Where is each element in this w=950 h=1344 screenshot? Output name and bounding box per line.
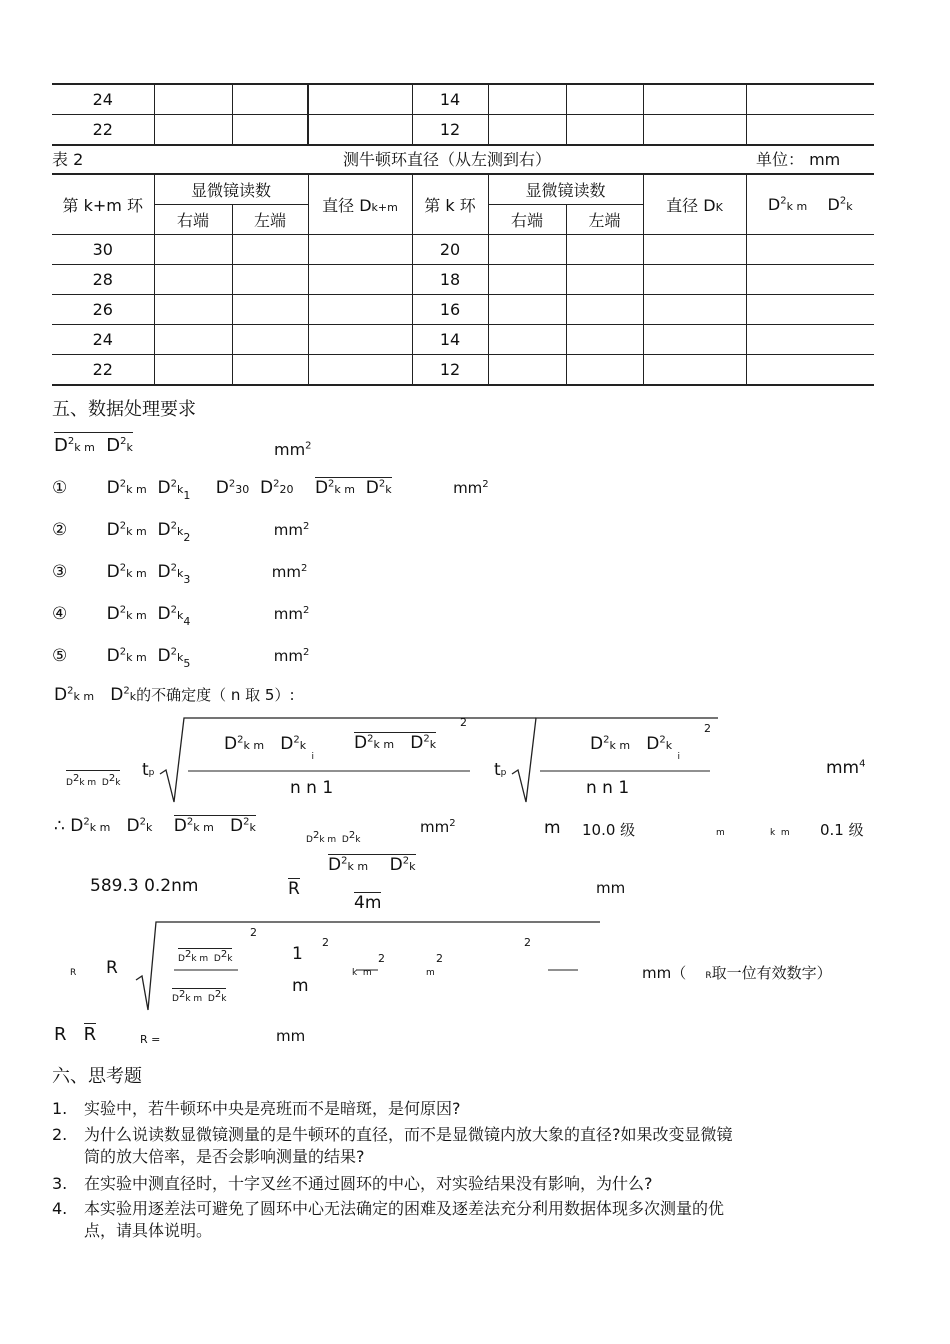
header-left-1: 左端 xyxy=(232,205,308,235)
table-2-unit: 单位： mm xyxy=(756,150,841,169)
mm2-unit: $mm^2$ xyxy=(274,440,312,459)
r-mean: R xyxy=(288,879,300,899)
table-row: 26 16 xyxy=(52,295,874,325)
uncertainty-formula: $D^2k$ m $D^2k$ tp $D^2k$ m $D^2k$ $_i$ $D^2k$ m $D^2k$ 2 n n 1 tp $D^2k$ m $D^2k$ $_i$ 2 n n 1 $mm^4$ xyxy=(66,712,886,812)
header-diff-squares: $D^2k$ m $D^2k$ xyxy=(746,174,874,235)
grade-01: 0.1 级 xyxy=(820,821,864,839)
item-4: ④ $D^2k$ m $D^2k_4$ $mm^2$ xyxy=(52,604,310,628)
therefore-line: ∴ $D^2k$ m $D^2k$ $D^2k$ m $D^2k$ xyxy=(54,816,256,836)
table-row: 22 12 xyxy=(52,355,874,386)
question-2-cont: 筒的放大倍率，是否会影响测量的结果? xyxy=(84,1147,365,1166)
table-2 xyxy=(52,173,874,386)
sigma-subscript: $D^2k$ m $D^2k$ xyxy=(306,830,361,845)
sub-km: k m xyxy=(770,828,790,838)
item-3: ③ $D^2k$ m $D^2k_3$ $mm^2$ xyxy=(52,562,308,586)
sqrt-sign-1 xyxy=(158,714,538,806)
header-microscope-1: 显微镜读数 xyxy=(154,174,308,205)
question-4: 4. 本实验用逐差法可避免了圆环中心无法确定的困难及逐差法充分利用数据体现多次测量的优 xyxy=(52,1199,725,1218)
mm2-unit-2: $mm^2$ xyxy=(420,818,456,836)
r-mean-denominator: 4m xyxy=(354,893,382,913)
header-left-2: 左端 xyxy=(566,205,643,235)
table-row: 24 14 xyxy=(52,325,874,355)
section-5-title: 五、数据处理要求 xyxy=(52,399,196,420)
question-1: 1. 实验中，若牛顿环中央是亮班而不是暗斑，是何原因? xyxy=(52,1099,461,1118)
table-2-label: 表 2 xyxy=(52,150,84,169)
uncertainty-heading: $D^2k$ m $D^2k$的不确定度（ n 取 5）: xyxy=(54,685,295,705)
mean-diff-formula: $D^2k$ m $D^2k$ xyxy=(54,432,133,456)
question-4-cont: 点，请具体说明。 xyxy=(84,1221,213,1240)
sigma-r-formula: R R $D^2k$ m $D^2k$ $D^2k$ m $D^2k$ 2 1 m 2 k m 2 m 2 2 mm（ R取一位有效数字） xyxy=(66,916,886,1016)
result-line: R R xyxy=(54,1024,97,1045)
header-right-2: 右端 xyxy=(488,205,566,235)
table-row: 24 14 xyxy=(52,84,874,115)
result-mm: mm xyxy=(276,1027,306,1045)
question-3: 3. 在实验中测直径时，十字叉丝不通过圆环的中心，对实验结果没有影响，为什么? xyxy=(52,1174,653,1193)
header-right-1: 右端 xyxy=(154,205,232,235)
result-sigma: R = xyxy=(140,1033,161,1046)
m-label: m xyxy=(544,818,561,838)
table-2-title: 测牛顿环直径（从左测到右） xyxy=(343,150,552,169)
table-1-continuation xyxy=(52,83,874,146)
item-2: ② $D^2k$ m $D^2k_2$ $mm^2$ xyxy=(52,520,310,544)
item-5: ⑤ $D^2k$ m $D^2k_5$ $mm^2$ xyxy=(52,646,310,670)
mm-unit: mm xyxy=(596,879,626,897)
question-2: 2. 为什么说读数显微镜测量的是牛顿环的直径，而不是显微镜内放大象的直径?如果改变显微镜 xyxy=(52,1125,733,1144)
section-6-title: 六、思考题 xyxy=(52,1066,142,1087)
header-ring-k: 第 k 环 xyxy=(412,174,488,235)
header-microscope-2: 显微镜读数 xyxy=(488,174,643,205)
header-diameter-k: 直径 DK xyxy=(643,174,746,235)
table-row: 28 18 xyxy=(52,265,874,295)
lambda-value: 589.3 0.2nm xyxy=(90,876,199,896)
header-ring-km: 第 k+m 环 xyxy=(52,174,154,235)
sub-m: m xyxy=(716,828,725,838)
r-mean-numerator: $D^2k$ m $D^2k$ xyxy=(328,855,416,875)
item-1: ① $D^2k$ m $D^2k_1$ $D^230$ $D^220$ $D^2k$ m $D^2k$ $mm^2$ xyxy=(52,478,489,502)
grade-10: 10.0 级 xyxy=(582,821,636,839)
table-header-row xyxy=(52,174,874,205)
table-row: 22 12 xyxy=(52,115,874,146)
table-row: 30 20 xyxy=(52,235,874,265)
header-diameter-km: 直径 Dk+m xyxy=(308,174,412,235)
